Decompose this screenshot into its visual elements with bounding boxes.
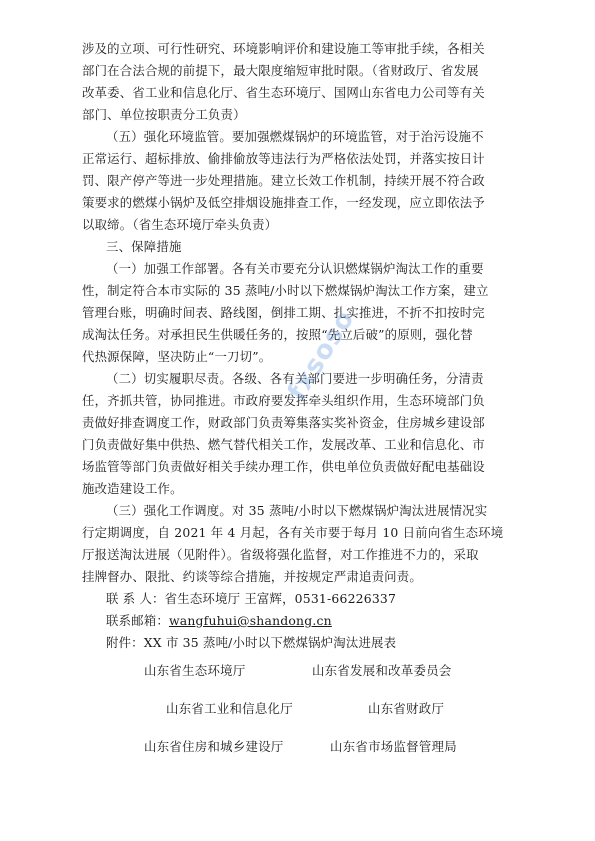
body-line: 厅报送淘汰进展（见附件）。省级将强化监督，对工作推进不力的，采取 xyxy=(82,547,479,562)
chapter-heading: 三、保障措施 xyxy=(106,239,182,254)
signatory-housing-construction: 山东省住房和城乡建设厅 xyxy=(144,739,284,754)
body-line: 改革委、省工业和信息化厅、省生态环境厅、国网山东省电力公司等有关 xyxy=(82,85,485,100)
body-line: 任，齐抓共管，协同推进。市政府要发挥牵头组织作用，生态环境部门负 xyxy=(82,393,485,408)
body-line: 挂牌督办、限批、约谈等综合措施，并按规定严肃追责问责。 xyxy=(82,569,422,584)
body-line: 代热源保障，坚决防止“一刀切”。 xyxy=(82,349,272,364)
body-line: 施改造建设工作。 xyxy=(82,481,183,496)
body-line: 策要求的燃煤小锅炉及低空排烟设施排查工作，一经发现，应立即依法予 xyxy=(82,195,485,210)
body-line: 以取缔。（省生态环境厅牵头负责） xyxy=(82,217,278,232)
contact-email-link[interactable]: wangfuhui@shandong.cn xyxy=(168,613,332,628)
signatory-ecology-environment: 山东省生态环境厅 xyxy=(144,663,246,678)
body-line: 性，制定符合本市实际的 35 蒸吨/小时以下燃煤锅炉淘汰工作方案，建立 xyxy=(82,283,489,298)
contact-email-label: 联系邮箱： xyxy=(106,613,169,628)
attachment-line: 附件：XX 市 35 蒸吨/小时以下燃煤锅炉淘汰进展表 xyxy=(106,635,397,650)
signatory-finance: 山东省财政厅 xyxy=(368,701,445,716)
signatory-industry-it: 山东省工业和信息化厅 xyxy=(166,701,293,716)
watermark-logo: fxsoso xyxy=(282,304,361,406)
body-line: 罚、限产停产等进一步处理措施。建立长效工作机制，持续开展不符合政 xyxy=(82,173,485,188)
contact-email-row xyxy=(106,610,332,632)
body-line: 部门、单位按职责分工负责） xyxy=(82,107,246,122)
contact-person: 联 系 人：省生态环境厅 王富辉，0531-66226337 xyxy=(106,591,397,606)
body-line: 管理台账，明确时间表、路线图，倒排工期、扎实推进，不折不扣按时完 xyxy=(82,305,485,320)
section-heading-line: （三）强化工作调度。对 35 蒸吨/小时以下燃煤锅炉淘汰进展情况实 xyxy=(106,503,488,518)
body-line: 部门在合法合规的前提下，最大限度缩短审批时限。（省财政厅、省发展 xyxy=(82,63,479,78)
section-heading-line: （二）切实履职尽责。各级、各有关部门要进一步明确任务，分清责 xyxy=(106,371,484,386)
body-line: 场监管等部门负责做好相关手续办理工作，供电单位负责做好配电基础设 xyxy=(82,459,485,474)
signatory-development-reform: 山东省发展和改革委员会 xyxy=(312,663,452,678)
section-heading-line: （一）加强工作部署。各有关市要充分认识燃煤锅炉淘汰工作的重要 xyxy=(106,261,484,276)
body-line: 正常运行、超标排放、偷排偷放等违法行为严格依法处罚，并落实按日计 xyxy=(82,151,485,166)
body-line: 成淘汰任务。对承担民生供暖任务的，按照“先立后破”的原则，强化替 xyxy=(82,327,473,342)
body-line: 责做好排查调度工作，财政部门负责筹集落实奖补资金，住房城乡建设部 xyxy=(82,415,485,430)
body-line: 门负责做好集中供热、燃气替代相关工作，发展改革、工业和信息化、市 xyxy=(82,437,485,452)
section-heading-line: （五）强化环境监管。要加强燃煤锅炉的环境监管，对于治污设施不 xyxy=(106,129,484,144)
signatory-market-regulation: 山东省市场监督管理局 xyxy=(330,739,457,754)
body-line: 行定期调度，自 2021 年 4 月起，各有关市要于每月 10 日前向省生态环境 xyxy=(82,525,504,540)
body-line: 涉及的立项、可行性研究、环境影响评价和建设施工等审批手续，各相关 xyxy=(82,41,485,56)
